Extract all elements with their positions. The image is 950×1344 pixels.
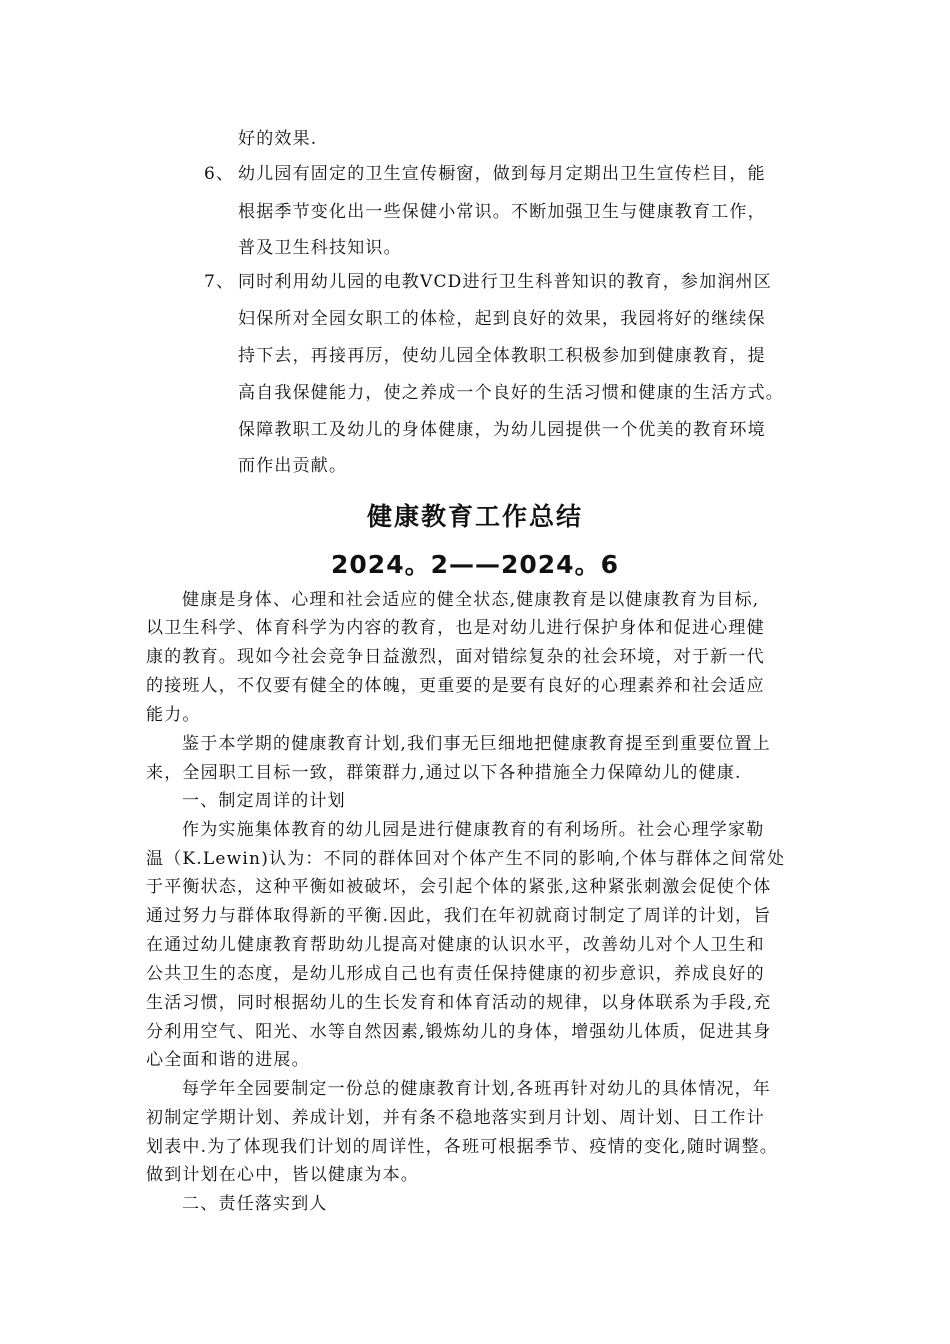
paragraph-line: 划表中.为了体现我们计划的周详性，各班可根据季节、疫情的变化,随时调整。 [146, 1137, 779, 1157]
paragraph-line: 作为实施集体教育的幼儿园是进行健康教育的有利场所。社会心理学家勒 [182, 820, 765, 840]
paragraph-line: 健康是身体、心理和社会适应的健全状态,健康教育是以健康教育为目标, [182, 590, 760, 610]
paragraph-line: 通过努力与群体取得新的平衡.因此，我们在年初就商讨制定了周详的计划，旨 [146, 906, 772, 926]
paragraph-line: 每学年全园要制定一份总的健康教育计划,各班再针对幼儿的具体情况，年 [182, 1079, 772, 1099]
paragraph-line: 于平衡状态，这种平衡如被破坏，会引起个体的紧张,这种紧张刺激会促使个体 [146, 877, 772, 897]
paragraph-line: 康的教育。现如今社会竞争日益激烈，面对错综复杂的社会环境，对于新一代 [146, 647, 765, 667]
paragraph-line: 能力。 [146, 705, 201, 725]
section-heading-text: 一、制定周详的计划 [182, 791, 346, 811]
paragraph-line: 分利用空气、阳光、水等自然因素,锻炼幼儿的身体，增强幼儿体质，促进其身 [146, 1022, 772, 1042]
paragraph-line: 做到计划在心中，皆以健康为本。 [146, 1165, 419, 1185]
list-item-line: 保障教职工及幼儿的身体健康，为幼儿园提供一个优美的教育环境 [238, 420, 766, 440]
paragraph-line: 的接班人，不仅要有健全的体魄，更重要的是要有良好的心理素养和社会适应 [146, 676, 765, 696]
paragraph-line: 以卫生科学、体育科学为内容的教育，也是对幼儿进行保护身体和促进心理健 [146, 618, 765, 638]
list-item-number: 7、 [204, 272, 235, 292]
paragraph-line: 初制定学期计划、养成计划，并有条不稳地落实到月计划、周计划、日工作计 [146, 1108, 765, 1128]
list-item-line: 同时利用幼儿园的电教VCD进行卫生科普知识的教育，参加润州区 [238, 272, 772, 292]
list-item-line: 普及卫生科技知识。 [238, 238, 402, 258]
paragraph-line: 生活习惯，同时根据幼儿的生长发育和体育活动的规律，以身体联系为手段,充 [146, 993, 772, 1013]
intro-continuation: 好的效果. [238, 129, 318, 149]
list-item-line: 幼儿园有固定的卫生宣传橱窗，做到每月定期出卫生宣传栏目，能 [238, 164, 766, 184]
list-item-line: 而作出贡献。 [238, 456, 348, 476]
page-title: 健康教育工作总结 [366, 502, 583, 531]
page-subtitle: 2024。2——2024。6 [331, 550, 619, 579]
section-heading-text: 二、责任落实到人 [182, 1194, 328, 1214]
paragraph-line: 公共卫生的态度，是幼儿形成自己也有责任保持健康的初步意识，养成良好的 [146, 964, 765, 984]
list-item-line: 持下去，再接再厉，使幼儿园全体教职工积极参加到健康教育，提 [238, 346, 766, 366]
paragraph-line: 温（K.Lewin)认为：不同的群体回对个体产生不同的影响,个体与群体之间常处 [146, 849, 786, 869]
paragraph-line: 鉴于本学期的健康教育计划,我们事无巨细地把健康教育提至到重要位置上 [182, 734, 772, 754]
list-item-number: 6、 [204, 164, 235, 184]
list-item-line: 妇保所对全园女职工的体检，起到良好的效果，我园将好的继续保 [238, 309, 766, 329]
list-item-line: 根据季节变化出一些保健小常识。不断加强卫生与健康教育工作， [238, 202, 766, 222]
paragraph-line: 心全面和谐的进展。 [146, 1050, 310, 1070]
paragraph-line: 来，全园职工目标一致，群策群力,通过以下各种措施全力保障幼儿的健康. [146, 763, 742, 783]
list-item-line: 高自我保健能力，使之养成一个良好的生活习惯和健康的生活方式。 [238, 383, 784, 403]
paragraph-line: 在通过幼儿健康教育帮助幼儿提高对健康的认识水平，改善幼儿对个人卫生和 [146, 935, 765, 955]
